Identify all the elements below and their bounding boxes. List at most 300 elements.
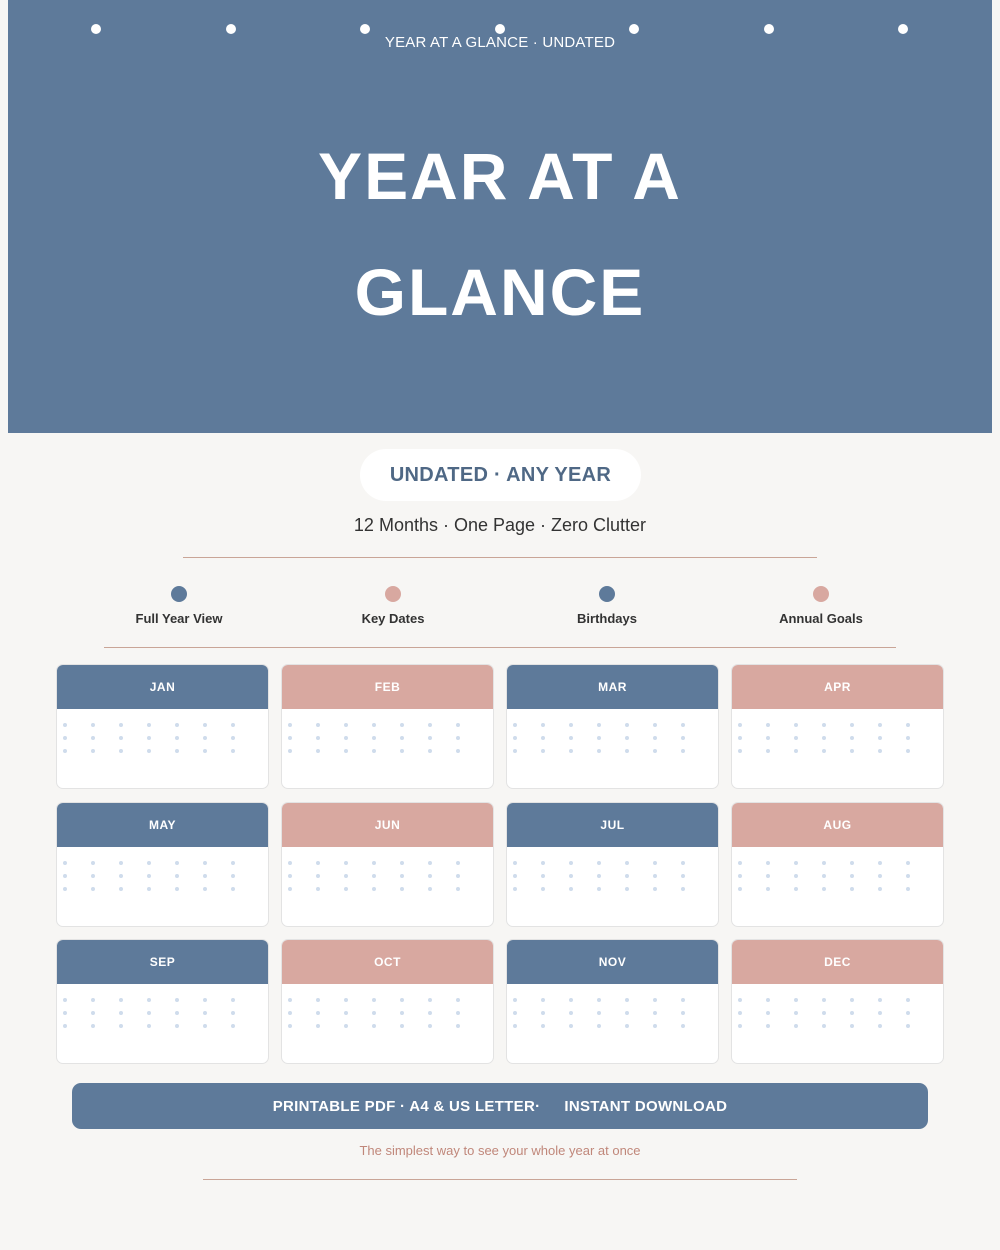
day-dot	[625, 887, 629, 891]
day-dot	[906, 1024, 910, 1028]
day-dot	[738, 861, 742, 865]
day-dot	[513, 736, 517, 740]
day-dot	[231, 861, 235, 865]
day-dot	[738, 1011, 742, 1015]
day-dot	[794, 1011, 798, 1015]
day-dot	[822, 723, 826, 727]
day-dot	[400, 861, 404, 865]
day-dot	[794, 736, 798, 740]
day-dot	[541, 998, 545, 1002]
day-dot	[653, 1011, 657, 1015]
day-dot	[906, 736, 910, 740]
day-dot	[147, 723, 151, 727]
day-dot	[428, 1024, 432, 1028]
day-dot	[428, 1011, 432, 1015]
day-dot	[541, 736, 545, 740]
day-dot	[653, 749, 657, 753]
day-dot	[400, 874, 404, 878]
day-dot	[372, 723, 376, 727]
day-dot	[878, 1024, 882, 1028]
day-dot	[231, 887, 235, 891]
day-dot	[850, 749, 854, 753]
day-dot	[681, 1011, 685, 1015]
day-dot	[822, 1011, 826, 1015]
feature-dot-icon	[599, 586, 615, 602]
day-dot	[569, 887, 573, 891]
day-dot	[288, 723, 292, 727]
day-dot	[147, 736, 151, 740]
month-header: AUG	[732, 803, 943, 847]
day-dot	[681, 874, 685, 878]
day-dot	[372, 861, 376, 865]
day-dot	[513, 861, 517, 865]
day-dot	[794, 1024, 798, 1028]
day-dot	[344, 861, 348, 865]
day-dot	[766, 736, 770, 740]
day-dot	[513, 749, 517, 753]
day-dot	[541, 1024, 545, 1028]
day-dot	[878, 736, 882, 740]
month-dot-grid	[57, 709, 268, 757]
day-dot	[850, 723, 854, 727]
day-dot	[681, 736, 685, 740]
day-dot	[822, 1024, 826, 1028]
day-dot	[456, 861, 460, 865]
day-dot	[681, 998, 685, 1002]
day-dot	[541, 749, 545, 753]
day-dot	[316, 749, 320, 753]
day-dot	[766, 874, 770, 878]
day-dot	[344, 736, 348, 740]
month-card	[731, 802, 944, 927]
month-dot-grid	[732, 847, 943, 895]
divider	[183, 557, 817, 558]
feature-dot-icon	[813, 586, 829, 602]
day-dot	[344, 887, 348, 891]
day-dot	[231, 1024, 235, 1028]
day-dot	[63, 723, 67, 727]
day-dot	[681, 723, 685, 727]
day-dot	[653, 736, 657, 740]
day-dot	[738, 998, 742, 1002]
day-dot	[344, 1011, 348, 1015]
day-dot	[63, 887, 67, 891]
day-dot	[203, 887, 207, 891]
day-dot	[597, 887, 601, 891]
month-header: JAN	[57, 665, 268, 709]
day-dot	[316, 874, 320, 878]
day-dot	[456, 1011, 460, 1015]
month-card	[506, 664, 719, 789]
day-dot	[456, 723, 460, 727]
day-dot	[850, 1024, 854, 1028]
footnote: The simplest way to see your whole year at once	[359, 1143, 641, 1158]
feature-label: Key Dates	[361, 611, 425, 626]
feature-label: Birthdays	[577, 611, 637, 626]
day-dot	[119, 874, 123, 878]
day-dot	[231, 1011, 235, 1015]
day-dot	[906, 749, 910, 753]
month-header: NOV	[507, 940, 718, 984]
day-dot	[822, 749, 826, 753]
day-dot	[878, 723, 882, 727]
day-dot	[63, 749, 67, 753]
day-dot	[288, 736, 292, 740]
day-dot	[344, 749, 348, 753]
day-dot	[372, 998, 376, 1002]
day-dot	[316, 1024, 320, 1028]
day-dot	[119, 749, 123, 753]
month-dot-grid	[507, 984, 718, 1032]
day-dot	[147, 887, 151, 891]
day-dot	[597, 874, 601, 878]
feature-label: Annual Goals	[779, 611, 863, 626]
day-dot	[316, 861, 320, 865]
day-dot	[822, 736, 826, 740]
binder-hole-icon	[91, 24, 101, 34]
day-dot	[597, 861, 601, 865]
day-dot	[400, 723, 404, 727]
day-dot	[203, 1024, 207, 1028]
day-dot	[569, 1011, 573, 1015]
day-dot	[878, 998, 882, 1002]
day-dot	[569, 723, 573, 727]
day-dot	[822, 861, 826, 865]
day-dot	[428, 887, 432, 891]
day-dot	[231, 998, 235, 1002]
day-dot	[400, 749, 404, 753]
day-dot	[175, 887, 179, 891]
day-dot	[231, 723, 235, 727]
day-dot	[766, 887, 770, 891]
day-dot	[653, 1024, 657, 1028]
day-dot	[513, 1011, 517, 1015]
tagline: 12 Months · One Page · Zero Clutter	[353, 515, 647, 535]
feature-item	[79, 584, 279, 626]
binder-hole-icon	[764, 24, 774, 34]
month-card	[731, 664, 944, 789]
hero-eyebrow: YEAR AT A GLANCE · UNDATED	[384, 34, 616, 51]
feature-dot-icon	[171, 586, 187, 602]
day-dot	[513, 1024, 517, 1028]
day-dot	[91, 998, 95, 1002]
day-dot	[175, 874, 179, 878]
feature-item	[721, 584, 921, 626]
binder-hole-icon	[898, 24, 908, 34]
day-dot	[569, 749, 573, 753]
month-card	[506, 802, 719, 927]
day-dot	[428, 861, 432, 865]
day-dot	[372, 1011, 376, 1015]
day-dot	[119, 887, 123, 891]
month-header: JUL	[507, 803, 718, 847]
day-dot	[175, 998, 179, 1002]
month-dot-grid	[57, 847, 268, 895]
feature-item	[507, 584, 707, 626]
cta-format-label: PRINTABLE PDF · A4 & US LETTER·	[272, 1097, 541, 1115]
day-dot	[597, 998, 601, 1002]
day-dot	[203, 723, 207, 727]
day-dot	[738, 723, 742, 727]
day-dot	[231, 874, 235, 878]
day-dot	[147, 1024, 151, 1028]
day-dot	[147, 874, 151, 878]
day-dot	[288, 861, 292, 865]
feature-dot-icon	[385, 586, 401, 602]
day-dot	[541, 723, 545, 727]
day-dot	[63, 998, 67, 1002]
feature-item	[293, 584, 493, 626]
month-card	[56, 802, 269, 927]
binder-hole-icon	[360, 24, 370, 34]
day-dot	[794, 874, 798, 878]
day-dot	[175, 1024, 179, 1028]
day-dot	[203, 736, 207, 740]
day-dot	[653, 887, 657, 891]
month-card	[731, 939, 944, 1064]
day-dot	[625, 736, 629, 740]
month-dot-grid	[282, 847, 493, 895]
day-dot	[569, 874, 573, 878]
day-dot	[63, 1024, 67, 1028]
day-dot	[766, 998, 770, 1002]
day-dot	[625, 861, 629, 865]
feature-label: Full Year View	[135, 611, 223, 626]
month-header: SEP	[57, 940, 268, 984]
day-dot	[738, 887, 742, 891]
day-dot	[316, 723, 320, 727]
day-dot	[625, 749, 629, 753]
day-dot	[203, 1011, 207, 1015]
day-dot	[288, 1024, 292, 1028]
day-dot	[906, 723, 910, 727]
day-dot	[428, 874, 432, 878]
day-dot	[316, 736, 320, 740]
hero-title-line-1: YEAR AT A	[318, 139, 682, 213]
day-dot	[738, 736, 742, 740]
month-card	[56, 664, 269, 789]
day-dot	[822, 887, 826, 891]
day-dot	[288, 749, 292, 753]
day-dot	[63, 861, 67, 865]
day-dot	[91, 874, 95, 878]
day-dot	[597, 723, 601, 727]
day-dot	[456, 998, 460, 1002]
day-dot	[878, 887, 882, 891]
month-card	[506, 939, 719, 1064]
day-dot	[91, 861, 95, 865]
day-dot	[203, 998, 207, 1002]
day-dot	[597, 749, 601, 753]
hero-title-line-2: GLANCE	[354, 255, 646, 329]
day-dot	[653, 874, 657, 878]
day-dot	[119, 723, 123, 727]
day-dot	[316, 998, 320, 1002]
day-dot	[91, 749, 95, 753]
day-dot	[288, 887, 292, 891]
cta-download-label: INSTANT DOWNLOAD	[564, 1097, 728, 1115]
day-dot	[400, 736, 404, 740]
day-dot	[541, 1011, 545, 1015]
month-header: JUN	[282, 803, 493, 847]
day-dot	[850, 736, 854, 740]
day-dot	[456, 736, 460, 740]
day-dot	[681, 1024, 685, 1028]
day-dot	[906, 861, 910, 865]
day-dot	[878, 861, 882, 865]
day-dot	[63, 736, 67, 740]
day-dot	[681, 749, 685, 753]
day-dot	[91, 736, 95, 740]
day-dot	[456, 887, 460, 891]
day-dot	[766, 749, 770, 753]
day-dot	[119, 998, 123, 1002]
day-dot	[175, 736, 179, 740]
day-dot	[119, 861, 123, 865]
month-card	[281, 664, 494, 789]
day-dot	[288, 1011, 292, 1015]
day-dot	[625, 874, 629, 878]
day-dot	[147, 749, 151, 753]
day-dot	[906, 998, 910, 1002]
day-dot	[288, 998, 292, 1002]
day-dot	[316, 1011, 320, 1015]
day-dot	[456, 874, 460, 878]
day-dot	[63, 1011, 67, 1015]
day-dot	[400, 1011, 404, 1015]
day-dot	[231, 749, 235, 753]
month-dot-grid	[282, 709, 493, 757]
day-dot	[625, 998, 629, 1002]
month-card	[281, 802, 494, 927]
day-dot	[513, 887, 517, 891]
day-dot	[147, 998, 151, 1002]
month-card	[281, 939, 494, 1064]
day-dot	[372, 749, 376, 753]
day-dot	[316, 887, 320, 891]
day-dot	[175, 1011, 179, 1015]
month-header: MAR	[507, 665, 718, 709]
day-dot	[456, 1024, 460, 1028]
day-dot	[344, 874, 348, 878]
day-dot	[766, 723, 770, 727]
day-dot	[372, 736, 376, 740]
day-dot	[344, 723, 348, 727]
day-dot	[850, 874, 854, 878]
day-dot	[541, 874, 545, 878]
day-dot	[850, 998, 854, 1002]
day-dot	[878, 1011, 882, 1015]
day-dot	[91, 1011, 95, 1015]
day-dot	[597, 736, 601, 740]
day-dot	[456, 749, 460, 753]
day-dot	[400, 998, 404, 1002]
day-dot	[738, 749, 742, 753]
month-dot-grid	[507, 709, 718, 757]
month-header: DEC	[732, 940, 943, 984]
day-dot	[681, 861, 685, 865]
day-dot	[822, 998, 826, 1002]
month-header: APR	[732, 665, 943, 709]
day-dot	[625, 1024, 629, 1028]
day-dot	[850, 861, 854, 865]
month-header: OCT	[282, 940, 493, 984]
day-dot	[372, 1024, 376, 1028]
hero-banner	[8, 0, 992, 433]
day-dot	[203, 749, 207, 753]
undated-badge: UNDATED · ANY YEAR	[360, 449, 641, 501]
month-dot-grid	[507, 847, 718, 895]
day-dot	[794, 723, 798, 727]
day-dot	[288, 874, 292, 878]
day-dot	[119, 1011, 123, 1015]
day-dot	[175, 723, 179, 727]
day-dot	[766, 1011, 770, 1015]
divider	[104, 647, 896, 648]
day-dot	[400, 1024, 404, 1028]
day-dot	[653, 723, 657, 727]
day-dot	[738, 1024, 742, 1028]
day-dot	[794, 749, 798, 753]
month-dot-grid	[57, 984, 268, 1032]
day-dot	[91, 1024, 95, 1028]
day-dot	[428, 736, 432, 740]
binder-hole-icon	[629, 24, 639, 34]
day-dot	[428, 723, 432, 727]
day-dot	[428, 749, 432, 753]
day-dot	[569, 998, 573, 1002]
day-dot	[625, 1011, 629, 1015]
day-dot	[766, 861, 770, 865]
download-button[interactable]	[72, 1083, 928, 1129]
day-dot	[147, 861, 151, 865]
day-dot	[850, 887, 854, 891]
day-dot	[653, 998, 657, 1002]
day-dot	[906, 1011, 910, 1015]
divider	[203, 1179, 797, 1180]
day-dot	[372, 874, 376, 878]
day-dot	[203, 874, 207, 878]
day-dot	[175, 861, 179, 865]
day-dot	[147, 1011, 151, 1015]
day-dot	[513, 874, 517, 878]
hero-title	[8, 118, 992, 350]
day-dot	[91, 887, 95, 891]
day-dot	[794, 887, 798, 891]
day-dot	[625, 723, 629, 727]
day-dot	[569, 736, 573, 740]
day-dot	[794, 998, 798, 1002]
day-dot	[63, 874, 67, 878]
month-dot-grid	[732, 984, 943, 1032]
day-dot	[231, 736, 235, 740]
day-dot	[119, 1024, 123, 1028]
month-header: FEB	[282, 665, 493, 709]
day-dot	[400, 887, 404, 891]
day-dot	[766, 1024, 770, 1028]
day-dot	[822, 874, 826, 878]
day-dot	[428, 998, 432, 1002]
day-dot	[513, 998, 517, 1002]
day-dot	[906, 874, 910, 878]
day-dot	[541, 861, 545, 865]
day-dot	[906, 887, 910, 891]
day-dot	[569, 861, 573, 865]
day-dot	[541, 887, 545, 891]
month-card	[56, 939, 269, 1064]
month-dot-grid	[732, 709, 943, 757]
day-dot	[175, 749, 179, 753]
